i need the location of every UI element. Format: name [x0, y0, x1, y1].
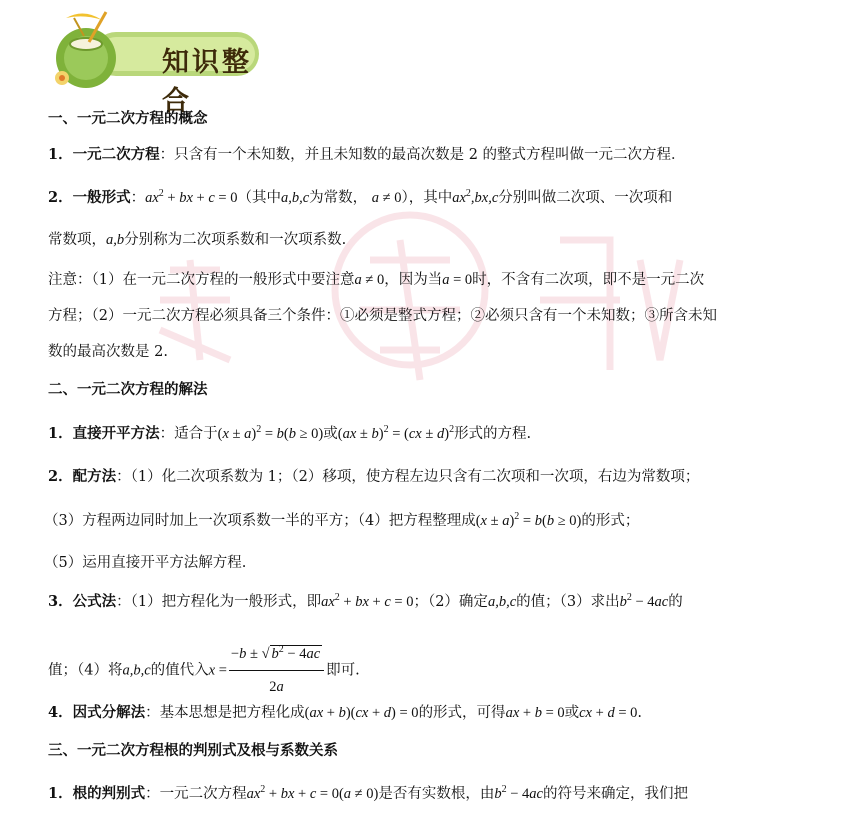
method-completing-square-step3: （3）方程两边同时加上一次项系数一半的平方；（4）把方程整理成$(x \pm a)^2 = b(b \ge 0)$的形式；	[44, 511, 640, 529]
note-paragraph-end: 数的最高次数是 2.	[48, 344, 168, 360]
note-paragraph: 注意：（1）在一元二次方程的一般形式中要注意a ≠ 0，因为当a = 0时，不含有二次项，即不是一元二次	[48, 272, 705, 288]
banner-title: 知识整合	[162, 47, 252, 117]
definition-text: ：只含有一个未知数，并且未知数的最高次数是 2 的整式方程叫做一元二次方程．	[159, 147, 686, 163]
quadratic-formula: $\frac{-b \pm √ b^2 - 4ac}{2a}$	[229, 640, 324, 701]
method-square-root: 1．直接开平方法：适合于$(x \pm a)^2 = b(b \ge 0)$或(ax ± b)$^2$ = (cx ± d)$^2$形式的方程.	[48, 424, 532, 442]
section-heading-concept: 一、一元二次方程的概念	[48, 110, 208, 127]
discriminant-paragraph: 1．根的判别式：一元二次方程$ax^2$ + bx + c = 0(a ≠ 0)是否有实数根，由$b^2 - 4ac$的符号来确定，我们把	[48, 784, 688, 802]
watermark-logo	[140, 200, 700, 400]
method-formula: 3．公式法：（1）把方程化为一般形式，即$ax^2$ + bx + c = 0；（2）确定a,b,c的值；（3）求出$b^2 - 4ac$的	[48, 592, 683, 610]
section-heading-discriminant: 三、一元二次方程根的判别式及根与系数关系	[48, 742, 338, 759]
general-form-label: 2．一般形式	[48, 189, 131, 206]
note-paragraph-cont: 方程；（2）一元二次方程必须具备三个条件：①必须是整式方程；②必须只含有一个未知数；③所含未知	[48, 308, 717, 324]
method-completing-square: 2．配方法：（1）化二次项系数为 1；（2）移项，使方程左边只含有二次项和一次项，右边为常数项；	[48, 468, 700, 485]
section-heading-solving: 二、一元二次方程的解法	[48, 381, 208, 398]
method-factoring: 4．因式分解法：基本思想是把方程化成(ax + b)(cx + d) = 0的形式，可得ax + b = 0或cx + d = 0.	[48, 704, 642, 721]
method-completing-square-step5: （5）运用直接开平方法解方程.	[44, 555, 247, 571]
general-form-equation: $ax^2$ + bx + c = 0	[145, 188, 238, 206]
section-banner	[44, 8, 264, 117]
definition-paragraph	[48, 146, 686, 164]
general-form-paragraph: 2．一般形式：$ax^2$ + bx + c = 0（其中a,b,c为常数， a ≠ 0），其中$ax^2,bx,c$分别叫做二次项、一次项和	[48, 188, 673, 206]
definition-label: 1．一元二次方程	[48, 146, 160, 163]
general-form-paragraph-cont: 常数项，a,b分别称为二次项系数和一次项系数.	[48, 232, 347, 248]
method-formula-cont: 值；（4）将a,b,c的值代入x = $\frac{-b \pm √ b^2 - 4ac}{2a}$ 即可.	[48, 640, 360, 701]
